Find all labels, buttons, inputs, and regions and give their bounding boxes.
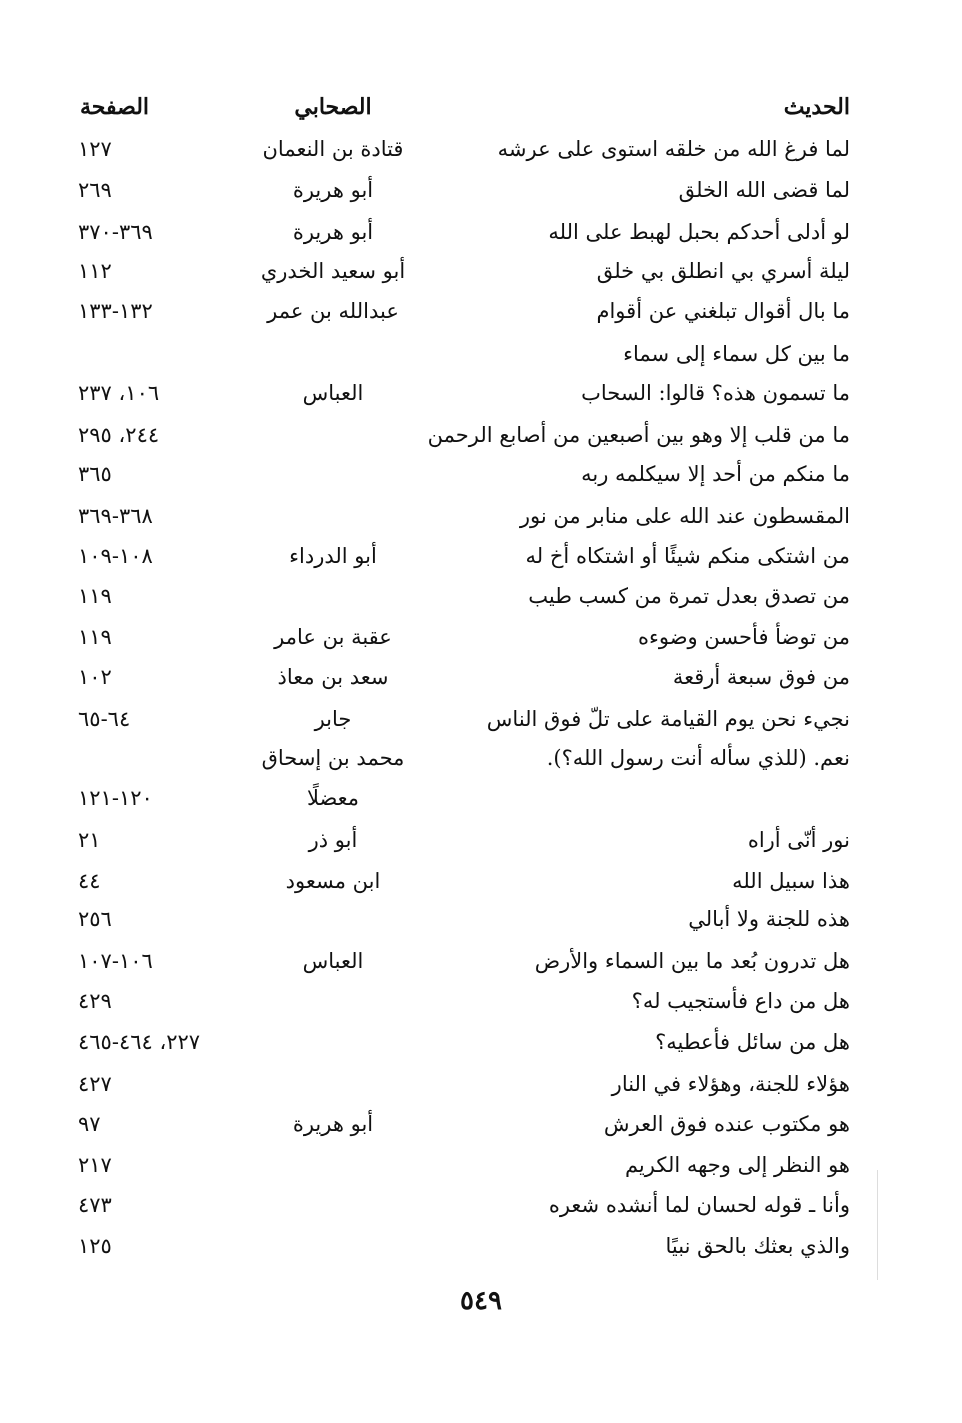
row-page: ٢٦٩	[78, 178, 112, 202]
row-sahabi: جابر	[314, 707, 352, 731]
row-sahabi: أبو هريرة	[292, 1112, 374, 1136]
row-hadith: ما من قلب إلا وهو بين أصبعين من أصابع الرحمن	[427, 423, 850, 447]
row-sahabi: العباس	[302, 381, 364, 405]
row-page: ٣٦٨-٣٦٩	[78, 504, 153, 528]
page-number: ٥٤٩	[460, 1286, 502, 1316]
row-hadith: هو مكتوب عنده فوق العرش	[603, 1112, 850, 1136]
table-row	[0, 1072, 962, 1112]
row-page: ٣٦٥	[78, 462, 112, 486]
row-hadith: هذه للجنة ولا أبالي	[688, 907, 850, 931]
row-page: ٤٢٩	[78, 989, 112, 1013]
row-sahabi: أبو الدرداء	[289, 544, 377, 568]
row-page: ٤٤	[78, 869, 101, 893]
table-row	[0, 178, 962, 218]
row-sahabi: أبو هريرة	[292, 220, 374, 244]
row-sahabi: قتادة بن النعمان	[262, 137, 404, 161]
table-row	[0, 786, 962, 826]
row-page: ٢٤٤، ٢٩٥	[78, 423, 160, 447]
row-page: ١٢٥	[78, 1234, 112, 1258]
row-sahabi: محمد بن إسحاق	[261, 746, 405, 770]
margin-divider	[877, 1170, 878, 1280]
table-row	[0, 1153, 962, 1193]
row-hadith: والذي بعثك بالحق نبيًا	[665, 1234, 850, 1258]
row-hadith: نعم. (للذي سأله أنت رسول الله؟).	[546, 746, 850, 770]
table-row	[0, 504, 962, 544]
table-row	[0, 584, 962, 624]
row-hadith: ما منكم من أحد إلا سيكلمه ربه	[581, 462, 850, 486]
row-hadith: لو أدلى أحدكم بحبل لهبط على الله	[548, 220, 850, 244]
table-row	[0, 828, 962, 868]
table-row	[0, 423, 962, 463]
row-page: ٢١	[78, 828, 101, 852]
table-row	[0, 625, 962, 665]
row-page: ١٠٦-١٠٧	[78, 949, 153, 973]
table-row	[0, 137, 962, 177]
row-sahabi: أبو سعيد الخدري	[260, 259, 406, 283]
row-page: ٢٥٦	[78, 907, 112, 931]
header-sahabi: الصحابي	[294, 94, 372, 120]
table-row	[0, 1030, 962, 1070]
header-page: الصفحة	[80, 94, 150, 120]
row-hadith: هل من داع فأستجيب له؟	[631, 989, 850, 1013]
table-row	[0, 949, 962, 989]
row-page: ٢١٧	[78, 1153, 112, 1177]
row-hadith: هؤلاء للجنة، وهؤلاء في النار	[611, 1072, 850, 1096]
table-header	[0, 94, 962, 134]
table-row	[0, 989, 962, 1029]
row-page: ٦٤-٦٥	[78, 707, 131, 731]
row-hadith: نجيء نحن يوم القيامة على تلّ فوق الناس	[486, 707, 850, 731]
header-hadith: الحديث	[783, 94, 850, 120]
row-hadith: لما قضى الله الخلق	[678, 178, 850, 202]
table-row	[0, 259, 962, 299]
row-hadith: هو النظر إلى وجهه الكريم	[624, 1153, 850, 1177]
row-hadith: المقسطون عند الله على منابر من نور	[519, 504, 850, 528]
table-row	[0, 907, 962, 947]
row-sahabi: عقبة بن عامر	[274, 625, 392, 649]
row-hadith: ليلة أسري بي انطلق بي خلق	[596, 259, 850, 283]
row-hadith: وأنا ـ قوله لحسان لما أنشده شعره	[548, 1193, 850, 1217]
table-row	[0, 299, 962, 339]
table-row	[0, 220, 962, 260]
row-sahabi: سعد بن معاذ	[277, 665, 389, 689]
row-hadith: ما بال أقوال تبلغني عن أقوام	[596, 299, 850, 323]
row-page: ١٢٧	[78, 137, 112, 161]
table-row	[0, 381, 962, 421]
row-page: ١١٩	[78, 625, 112, 649]
row-sahabi: معضلًا	[306, 786, 360, 810]
row-sahabi: أبو ذر	[308, 828, 358, 852]
row-page: ١٠٦، ٢٣٧	[78, 381, 160, 405]
table-row	[0, 1193, 962, 1233]
table-row	[0, 746, 962, 786]
row-hadith: نور أنّى أراه	[747, 828, 850, 852]
row-hadith: من توضأ فأحسن وضوءه	[637, 625, 850, 649]
row-page: ١١٢	[78, 259, 112, 283]
row-hadith: لما فرغ الله من خلقه استوى على عرشه	[497, 137, 850, 161]
row-hadith: هذا سبيل الله	[732, 869, 850, 893]
table-row	[0, 1234, 962, 1274]
row-page: ١٠٨-١٠٩	[78, 544, 153, 568]
row-page: ٢٢٧، ٤٦٤-٤٦٥	[78, 1030, 201, 1054]
row-page: ١٢٠-١٢١	[78, 786, 153, 810]
row-page: ٤٢٧	[78, 1072, 112, 1096]
row-sahabi: أبو هريرة	[292, 178, 374, 202]
row-hadith: هل من سائل فأعطيه؟	[655, 1030, 850, 1054]
row-sahabi: العباس	[302, 949, 364, 973]
table-row	[0, 707, 962, 747]
row-page: ١٣٢-١٣٣	[78, 299, 153, 323]
row-page: ٩٧	[78, 1112, 101, 1136]
table-row	[0, 869, 962, 909]
row-page: ١٠٢	[78, 665, 112, 689]
table-row	[0, 665, 962, 705]
row-hadith: من اشتكى منكم شيئًا أو اشتكاه أخ له	[525, 544, 850, 568]
row-hadith: ما بين كل سماء إلى سماء	[623, 342, 850, 366]
row-hadith: من فوق سبعة أرقعة	[672, 665, 850, 689]
row-hadith: هل تدرون بُعد ما بين السماء والأرض	[534, 949, 850, 973]
row-page: ٣٦٩-٣٧٠	[78, 220, 153, 244]
table-row	[0, 1112, 962, 1152]
row-hadith: ما تسمون هذه؟ قالوا: السحاب	[581, 381, 850, 405]
row-sahabi: عبدالله بن عمر	[267, 299, 399, 323]
row-sahabi: ابن مسعود	[285, 869, 381, 893]
table-row	[0, 342, 962, 382]
table-row	[0, 462, 962, 502]
table-row	[0, 544, 962, 584]
row-page: ١١٩	[78, 584, 112, 608]
row-page: ٤٧٣	[78, 1193, 112, 1217]
row-hadith: من تصدق بعدل تمرة من كسب طيب	[528, 584, 850, 608]
